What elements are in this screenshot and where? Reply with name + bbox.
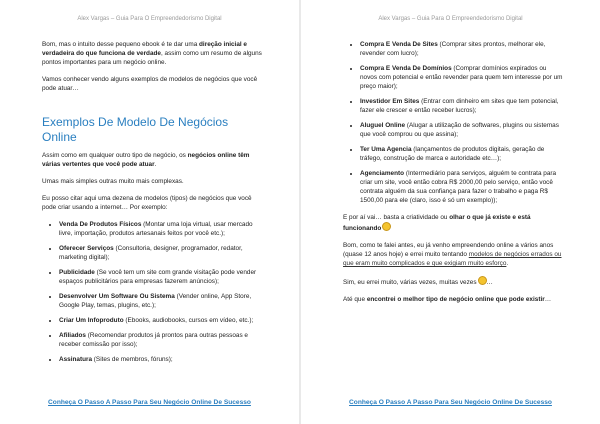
list-item: • Assinatura (Sites de membros, fóruns);	[59, 355, 265, 364]
inline-link[interactable]: modelos de negócios errados ou que eram muito complicados e que exigiam muito esforço	[343, 251, 562, 267]
list-item: • Compra E Venda De Domínios (Comprar domínios expirados ou novos com potencial e então revender para quem tem interesse por um preço maior);	[360, 64, 564, 91]
page-body	[343, 40, 564, 312]
paragraph: Umas mais simples outras muito mais complexas.	[42, 178, 184, 185]
paragraph: E por aí vai… basta a criatividade ou olhar o que já existe e está funcionando	[343, 214, 531, 232]
footer-link[interactable]: Conheça O Passo A Passo Para Seu Negócio Online De Sucesso	[349, 399, 552, 406]
section-heading: Exemplos De Modelo De Negócios Online	[42, 115, 229, 144]
paragraph: Sim, eu errei muito, várias vezes, muitas vezes …	[343, 276, 564, 287]
paragraph: Até que encontrei o melhor tipo de negócio online que pode existir…	[343, 296, 552, 303]
paragraph: Eu posso citar aqui uma dezena de modelos (tipos) de negócios que você pode criar usando a internet… Por exemplo:	[42, 195, 252, 211]
paragraph: Vamos conhecer vendo alguns exemplos de modelos de negócios que você pode atuar…	[42, 76, 258, 92]
list-item: • Agenciamento (Intermediário para serviços, alguém te contrata para criar um site, você então cobra R$ 2000,00 pelo serviço, então você contrata alguém da sua confiança para fazer o trabalho e paga R$ 1500,00 para ele (claro, isso é só um exemplo));	[360, 169, 564, 205]
business-model-list	[343, 40, 564, 205]
list-item: • Criar Um Infoproduto (Ebooks, audiobooks, cursos em vídeo, etc.);	[59, 316, 265, 325]
list-item: • Venda De Produtos Físicos (Montar uma loja virtual, usar mercado livre, importação, produtos artesanais feitos por você etc.);	[59, 220, 265, 238]
list-item: • Oferecer Serviços (Consultoria, designer, programador, redator, marketing digital);	[59, 244, 265, 262]
left-page	[0, 0, 299, 424]
paragraph: Assim como em qualquer outro tipo de negócio, os negócios online têm várias vertentes que você pode atuar.	[42, 152, 250, 168]
list-item: • Afiliados (Recomendar produtos já prontos para outras pessoas e receber comissão por isso);	[59, 331, 265, 349]
right-page	[301, 0, 600, 424]
page-header: Alex Vargas – Guia Para O Empreendedorismo Digital	[77, 16, 222, 22]
paragraph: Bom, como te falei antes, eu já venho empreendendo online a vários anos (quase 12 anos hoje) e errei muito tentando modelos de negócios errados ou que eram muito complicados e que exigiam muito esforço.	[343, 242, 562, 267]
list-item: • Ter Uma Agencia (lançamentos de produtos digitais, geração de tráfego, construção de marca e autoridade etc…);	[360, 145, 564, 163]
list-item: • Desenvolver Um Software Ou Sistema (Vender online, App Store, Google Play, temas, plugins, etc.);	[59, 292, 265, 310]
footer-link[interactable]: Conheça O Passo A Passo Para Seu Negócio Online De Sucesso	[48, 399, 251, 406]
intro-paragraph: Bom, mas o intuito desse pequeno ebook é te dar uma direção inicial e verdadeira do que funciona de verdade, assim como um resumo de alguns pontos importantes para um negócio online.	[42, 41, 262, 66]
business-model-list	[42, 220, 265, 364]
page-header: Alex Vargas – Guia Para O Empreendedorismo Digital	[378, 16, 523, 22]
wink-emoji-icon	[382, 222, 391, 231]
list-item: • Aluguel Online (Alugar a utilização de softwares, plugins ou sistemas que você comprou ou que assina);	[360, 121, 564, 139]
list-item: • Compra E Venda De Sites (Comprar sites prontos, melhorar ele, revender com lucro);	[360, 40, 564, 58]
emoji-icon	[478, 276, 487, 285]
list-item: • Publicidade (Se você tem um site com grande visitação pode vender espaços publicitários para empresas fazerem anúncios);	[59, 268, 265, 286]
list-item: • Investidor Em Sites (Entrar com dinheiro em sites que tem potencial, fazer ele crescer e então receber lucros);	[360, 97, 564, 115]
page-body	[42, 40, 265, 372]
